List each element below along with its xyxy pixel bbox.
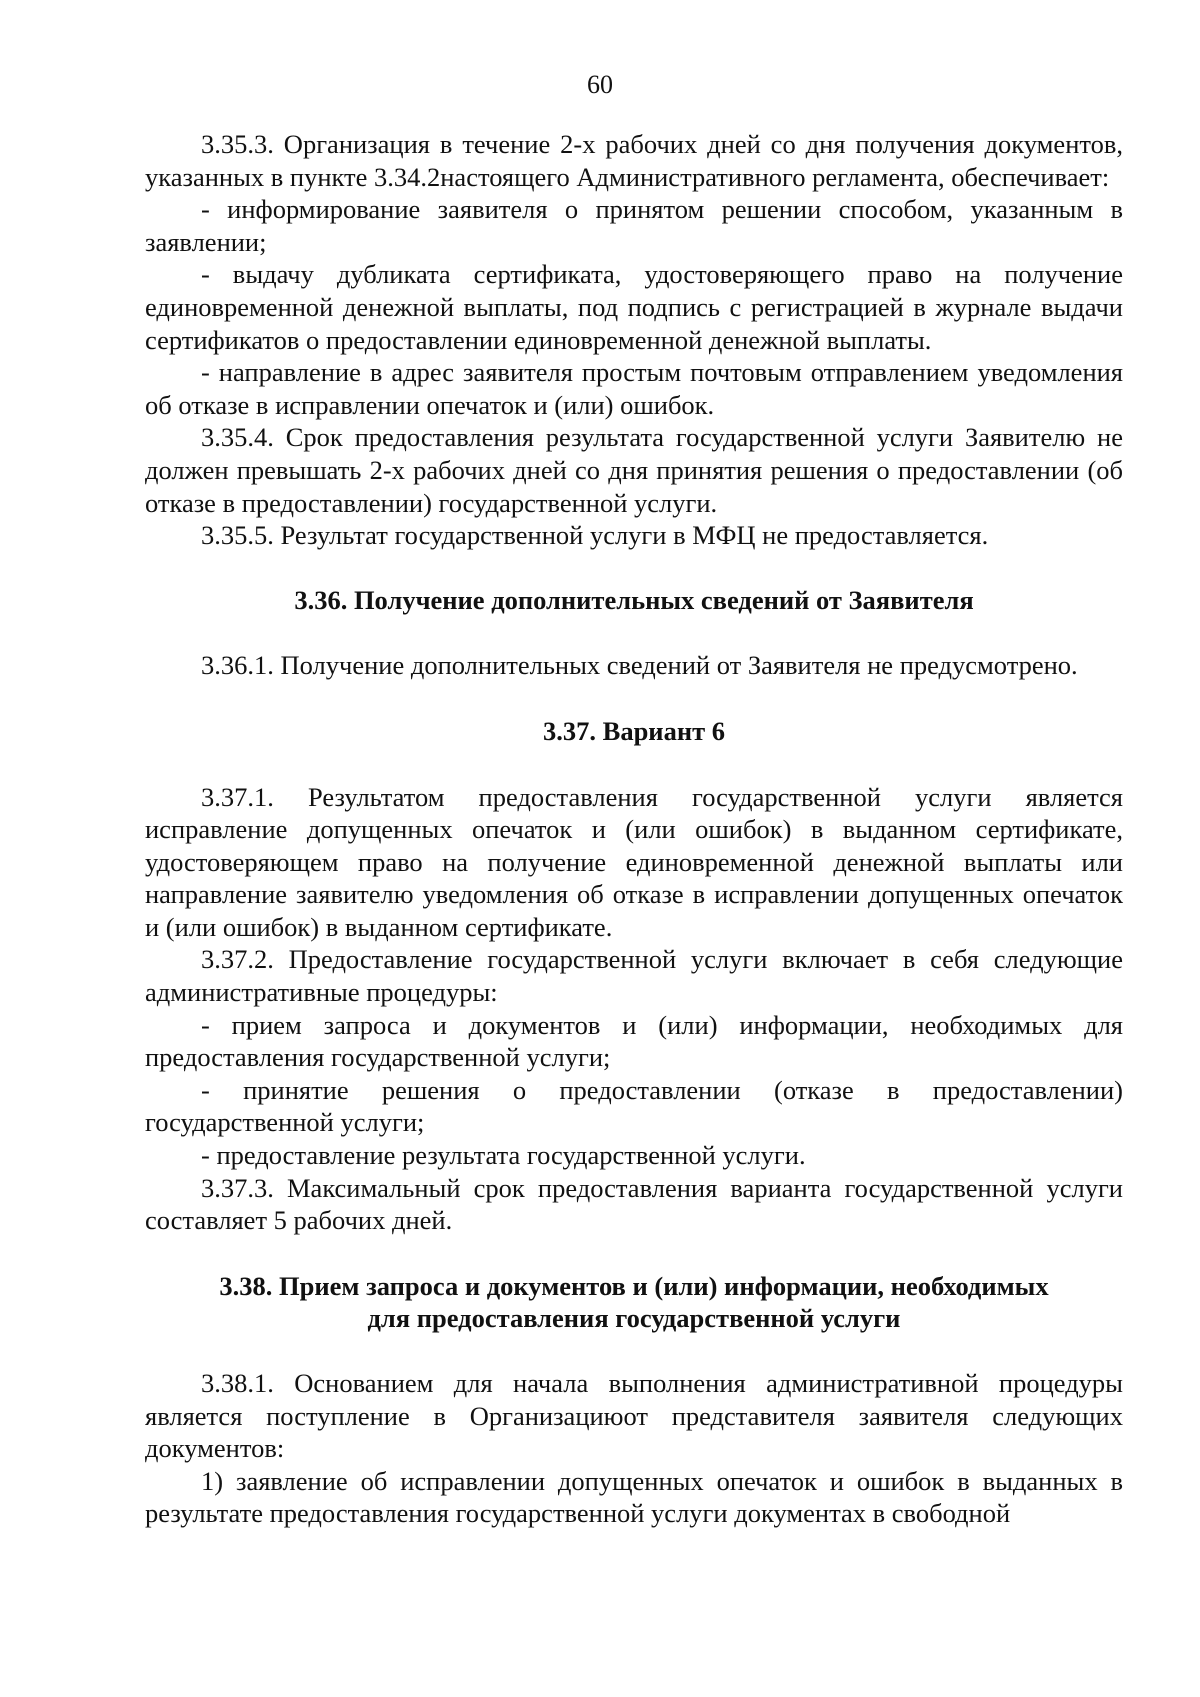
list-item-make-decision: - принятие решения о предоставлении (отказе в предоставлении) государственной услуги; xyxy=(145,1074,1123,1138)
section-heading-3-38-line-2: для предоставления государственной услуги xyxy=(367,1303,901,1334)
list-item-application: 1) заявление об исправлении допущенных опечаток и ошибок в выданных в результате предоставления государственной услуги документах в свободной xyxy=(145,1465,1123,1529)
document-body xyxy=(145,128,1123,1530)
paragraph-3-36-1: 3.36.1. Получение дополнительных сведений от Заявителя не предусмотрено. xyxy=(201,650,1078,681)
list-item-receive-request: - прием запроса и документов и (или) информации, необходимых для предоставления государственной услуги; xyxy=(145,1009,1123,1073)
list-item-inform-applicant: - информирование заявителя о принятом решении способом, указанным в заявлении; xyxy=(145,194,1123,257)
paragraph-3-37-2: 3.37.2. Предоставление государственной услуги включает в себя следующие административные процедуры: xyxy=(145,944,1123,1008)
list-item-provide-result: - предоставление результата государственной услуги. xyxy=(201,1140,806,1171)
paragraph-3-35-5: 3.35.5. Результат государственной услуги в МФЦ не предоставляется. xyxy=(201,520,989,551)
paragraph-3-38-1: 3.38.1. Основанием для начала выполнения административной процедуры является поступление в Организациюот представителя заявителя следующих документов: xyxy=(145,1368,1123,1464)
page-number: 60 xyxy=(587,70,613,99)
list-item-send-refusal: - направление в адрес заявителя простым почтовым отправлением уведомления об отказе в исправлении опечаток и (или) ошибок. xyxy=(145,357,1123,420)
section-heading-3-37: 3.37. Вариант 6 xyxy=(543,715,725,746)
paragraph-3-37-3: 3.37.3. Максимальный срок предоставления варианта государственной услуги составляет 5 рабочих дней. xyxy=(145,1172,1123,1236)
paragraph-3-35-3: 3.35.3. Организация в течение 2-х рабочих дней со дня получения документов, указанных в пункте 3.34.2настоящего Административного регламента, обеспечивает: xyxy=(145,129,1123,192)
section-heading-3-38 xyxy=(145,1270,1123,1335)
section-heading-3-38-line-1: 3.38. Прием запроса и документов и (или) информации, необходимых xyxy=(219,1270,1049,1301)
paragraph-3-37-1: 3.37.1. Результатом предоставления государственной услуги является исправление допущенных опечаток и (или ошибок) в выданном сертификате, удостоверяющем право на получение единовременной денежной выплаты или направление заявителю уведомления об отказе в исправлении допущенных опечаток и (или ошибок) в выданном сертификате. xyxy=(145,781,1123,942)
list-item-issue-duplicate: - выдачу дубликата сертификата, удостоверяющего право на получение единовременной денежной выплаты, под подпись с регистрацией в журнале выдачи сертификатов о предоставлении единовременной денежной выплаты. xyxy=(145,259,1123,355)
section-heading-3-36: 3.36. Получение дополнительных сведений от Заявителя xyxy=(294,584,974,615)
paragraph-3-35-4: 3.35.4. Срок предоставления результата государственной услуги Заявителю не должен превышать 2-х рабочих дней со дня принятия решения о предоставлении (об отказе в предоставлении) государственной услуги. xyxy=(145,422,1123,518)
